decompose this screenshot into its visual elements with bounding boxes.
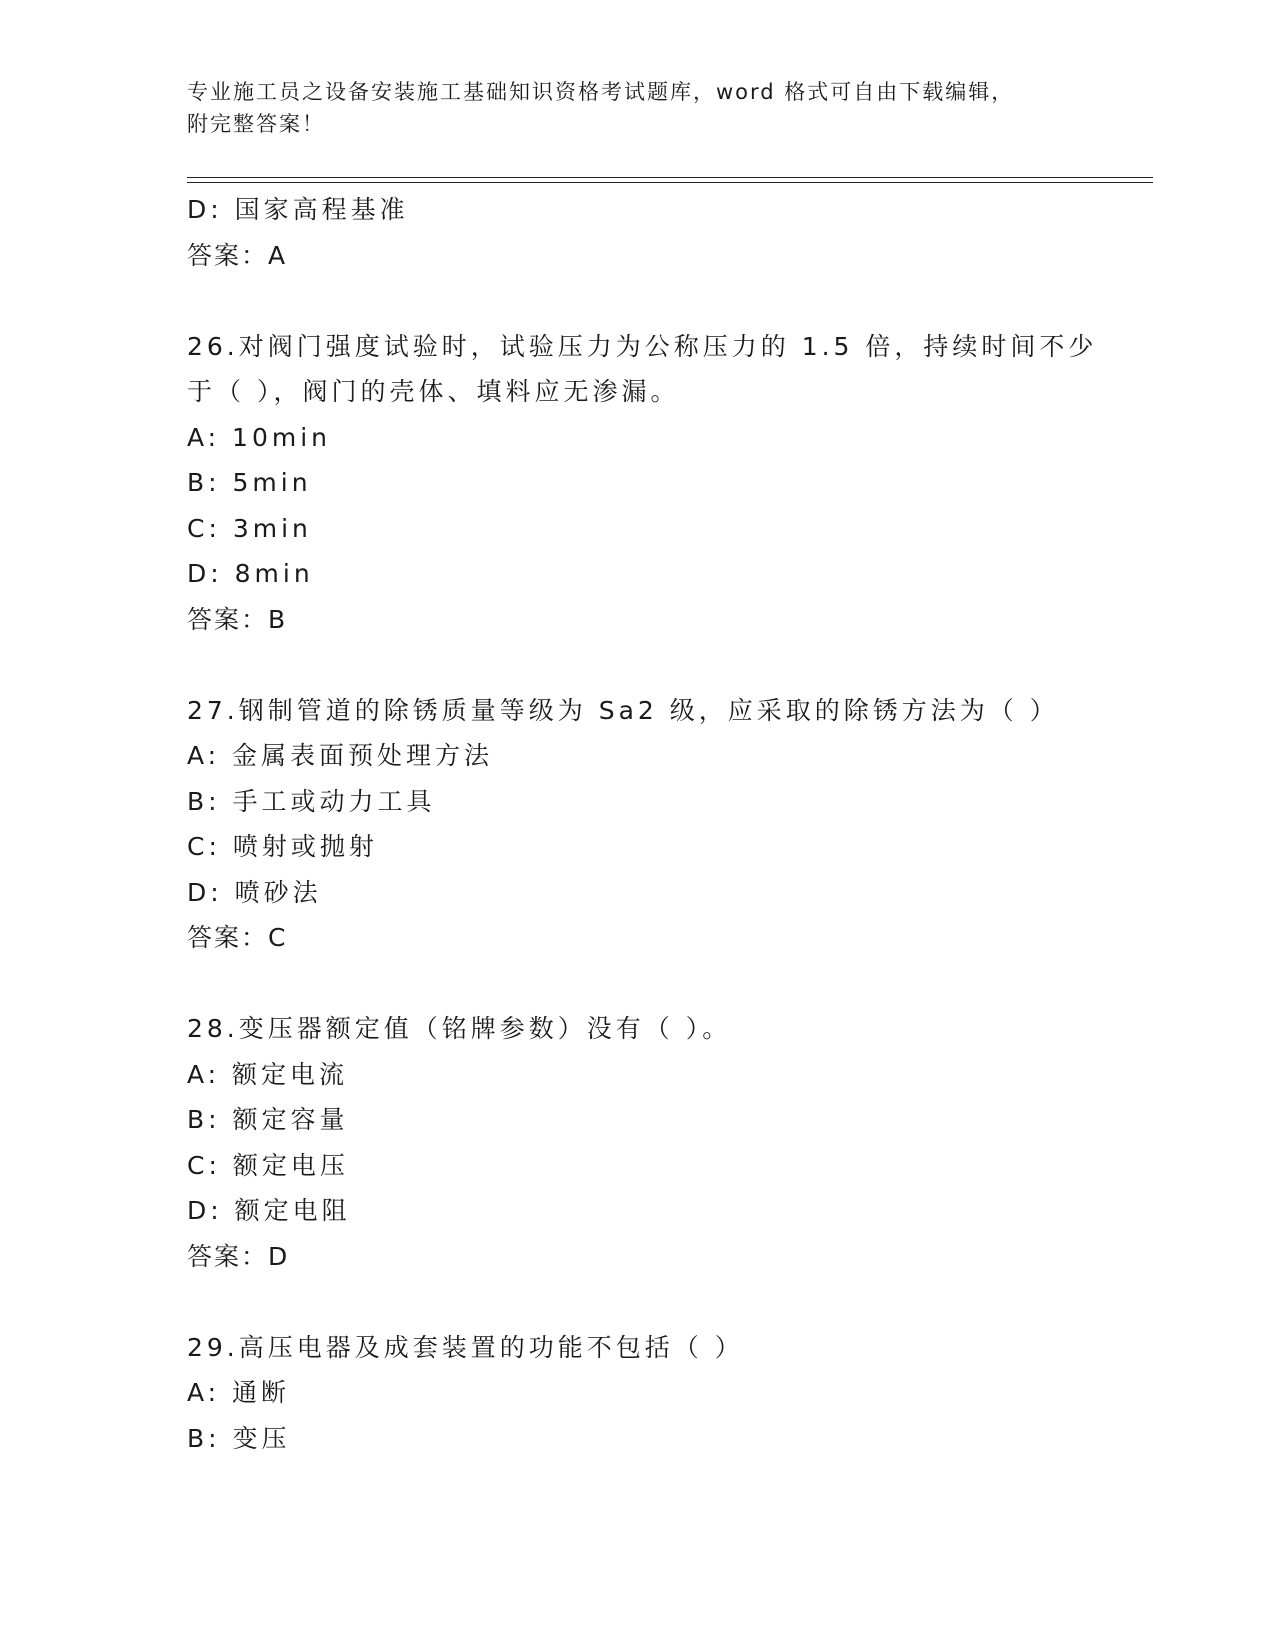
answer: 答案：B [187, 604, 288, 634]
option-d: D: 喷砂法 [187, 877, 322, 907]
question-28 [187, 1006, 1087, 1279]
option-a: A: 金属表面预处理方法 [187, 741, 494, 770]
question-29 [187, 1325, 1087, 1462]
option-c: C: 3min [187, 513, 312, 543]
answer: 答案：C [187, 923, 288, 952]
question-stem-continued: 于（ ），阀门的壳体、填料应无渗漏。 [187, 377, 680, 406]
option-a: A: 通断 [187, 1378, 291, 1407]
question-stem: 28.变压器额定值（铭牌参数）没有（ ）。 [187, 1014, 732, 1043]
option-b: B: 变压 [187, 1423, 291, 1453]
header-divider-top [187, 177, 1153, 178]
question-26 [187, 324, 1098, 643]
question-stem: 27.钢制管道的除锈质量等级为 Sa2 级，应采取的除锈方法为（ ） [187, 695, 1059, 725]
option-c: C: 额定电压 [187, 1150, 349, 1180]
spacer [187, 642, 1087, 688]
document-header [187, 76, 1067, 140]
question-27 [187, 688, 1087, 961]
option-d: D: 8min [187, 559, 314, 588]
option-a: A: 10min [187, 422, 331, 452]
option-d: D: 额定电阻 [187, 1196, 351, 1225]
spacer [187, 961, 1087, 1007]
document-body [187, 187, 1098, 1461]
question-stem: 26.对阀门强度试验时，试验压力为公称压力的 1.5 倍，持续时间不少 [187, 331, 1098, 361]
answer: 答案：A [187, 240, 288, 270]
option-b: B: 手工或动力工具 [187, 786, 436, 816]
option-b: B: 5min [187, 468, 312, 497]
question-stem: 29.高压电器及成套装置的功能不包括（ ） [187, 1332, 744, 1362]
option-a: A: 额定电流 [187, 1059, 349, 1089]
spacer [187, 1279, 1087, 1325]
header-line-2: 附完整答案！ [187, 112, 325, 136]
header-divider-bottom [187, 182, 1153, 183]
option-c: C: 喷射或抛射 [187, 832, 378, 861]
header-line-1: 专业施工员之设备安装施工基础知识资格考试题库，word 格式可自由下载编辑， [187, 80, 1015, 104]
option-b: B: 额定容量 [187, 1105, 349, 1134]
spacer [187, 278, 1087, 324]
answer: 答案：D [187, 1241, 290, 1271]
option-d: D: 国家高程基准 [187, 195, 409, 224]
